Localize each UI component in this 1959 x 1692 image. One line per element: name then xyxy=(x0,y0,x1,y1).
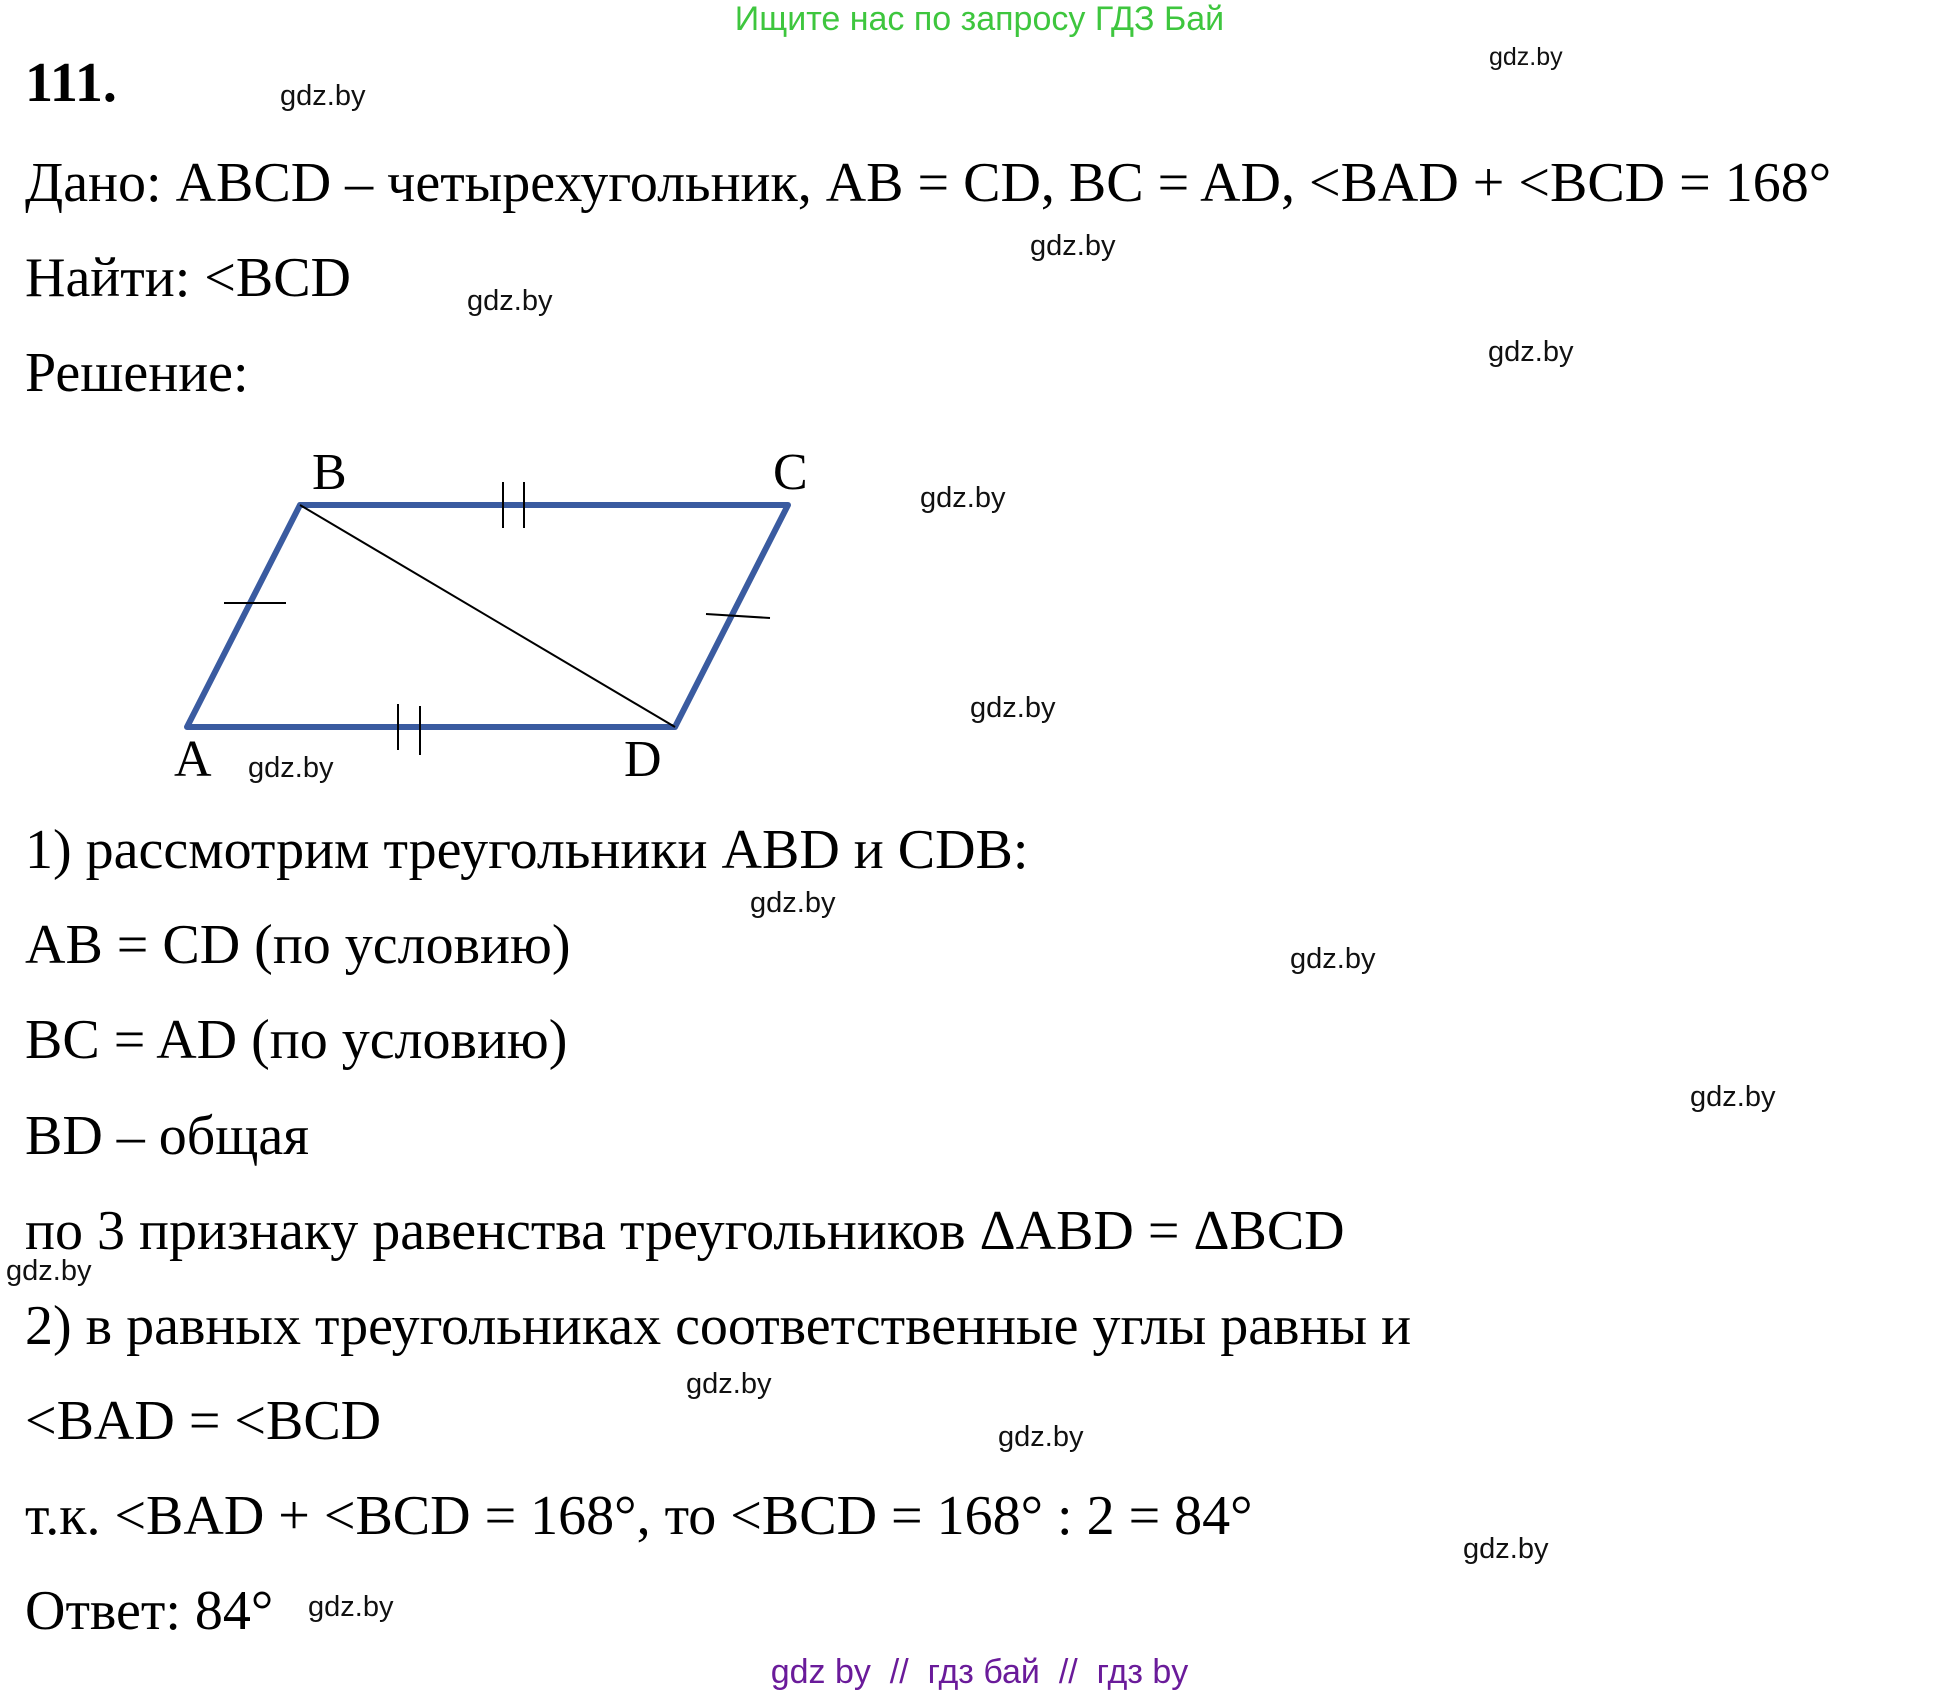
watermark: gdz.by xyxy=(1030,230,1116,262)
answer-line: Ответ: 84° xyxy=(25,1580,274,1642)
watermark: gdz.by xyxy=(308,1591,394,1623)
find-line: Найти: <BCD xyxy=(25,247,351,309)
bd-common-line: BD – общая xyxy=(25,1105,310,1167)
tick-marks xyxy=(224,482,770,755)
ab-cd-line: AB = CD (по условию) xyxy=(25,914,571,976)
diagonal-bd xyxy=(300,505,675,727)
watermark: gdz.by xyxy=(1489,43,1563,71)
bc-ad-line: BC = AD (по условию) xyxy=(25,1009,568,1071)
step2-line: 2) в равных треугольниках соответственные углы равны и xyxy=(25,1295,1412,1357)
step1-line: 1) рассмотрим треугольники ABD и CDB: xyxy=(25,819,1029,881)
watermark: gdz.by xyxy=(248,752,334,784)
watermark: gdz.by xyxy=(970,692,1056,724)
watermark: gdz.by xyxy=(1488,336,1574,368)
watermark: gdz.by xyxy=(467,285,553,317)
watermark: gdz.by xyxy=(1290,943,1376,975)
problem-number: 111. xyxy=(25,52,117,114)
watermark: gdz.by xyxy=(1690,1081,1776,1113)
watermark: gdz.by xyxy=(920,482,1006,514)
watermark: gdz.by xyxy=(1463,1533,1549,1565)
given-line: Дано: ABCD – четырехугольник, AB = CD, BC = AD, <BAD + <BCD = 168° xyxy=(25,152,1832,214)
watermark: gdz.by xyxy=(280,80,366,112)
vertex-label-d: D xyxy=(624,731,662,788)
vertex-label-a: A xyxy=(174,731,212,788)
angles-equal-line: <BAD = <BCD xyxy=(25,1390,382,1452)
vertex-label-c: C xyxy=(773,444,808,501)
criterion-line: по 3 признаку равенства треугольников ΔABD = ΔBCD xyxy=(25,1200,1345,1262)
footer-links: gdz by // гдз бай // гдз by xyxy=(770,1653,1189,1691)
watermark: gdz.by xyxy=(998,1421,1084,1453)
watermark: gdz.by xyxy=(6,1255,92,1287)
vertex-label-b: B xyxy=(312,444,347,501)
solution-heading: Решение: xyxy=(25,342,249,404)
watermark: gdz.by xyxy=(750,887,836,919)
calculation-line: т.к. <BAD + <BCD = 168°, то <BCD = 168° : 2 = 84° xyxy=(25,1485,1253,1547)
top-banner: Ищите нас по запросу ГДЗ Бай xyxy=(734,0,1225,38)
watermark: gdz.by xyxy=(686,1368,772,1400)
